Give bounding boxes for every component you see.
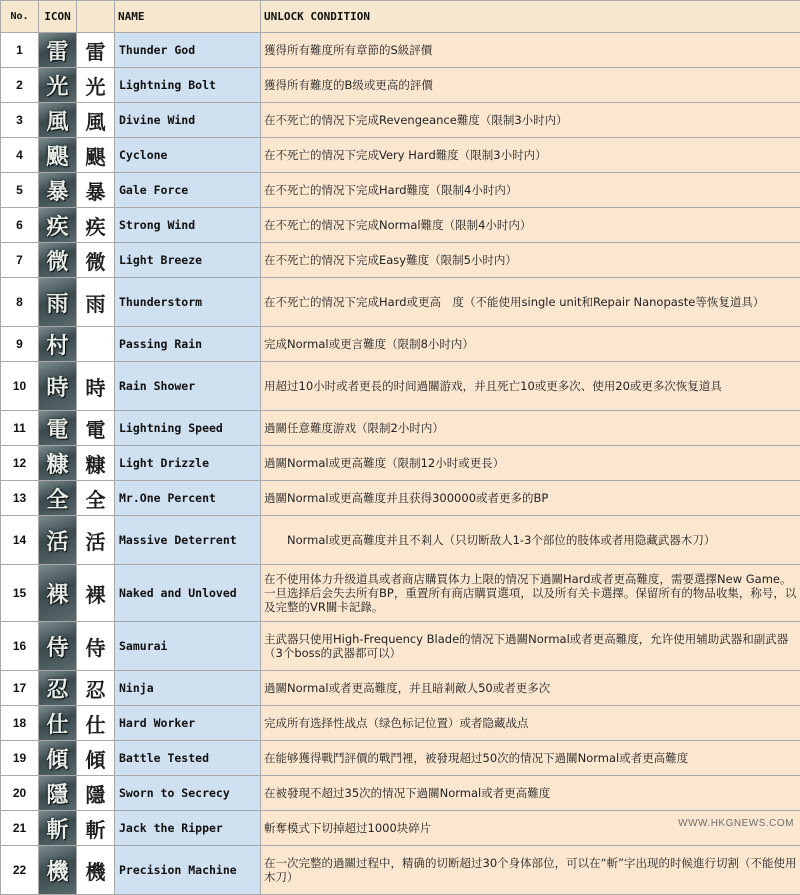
row-kanji: 疾 (77, 208, 115, 243)
row-condition: 用超过10小时或者更長的时间過關游戏，并且死亡10或更多次、使用20或更多次恢复道具 (261, 362, 800, 411)
row-number: 14 (1, 516, 39, 565)
row-kanji: 雨 (77, 278, 115, 327)
kanji-badge-icon: 傾 (46, 743, 68, 774)
row-condition: 過關Normal或更高難度并且获得300000或者更多的BP (261, 481, 800, 516)
row-kanji: 暴 (77, 173, 115, 208)
kanji-badge-icon: 疾 (46, 210, 68, 241)
row-name: Samurai (115, 622, 261, 671)
row-condition: 在被發現不超过35次的情况下過關Normal或者更高難度 (261, 776, 800, 811)
row-name: Mr.One Percent (115, 481, 261, 516)
title-icon (39, 362, 77, 411)
table-row (1, 481, 800, 516)
header-condition: UNLOCK CONDITION (261, 1, 800, 33)
row-name: Thunderstorm (115, 278, 261, 327)
title-icon (39, 278, 77, 327)
kanji-badge-icon: 電 (46, 413, 68, 444)
row-kanji: 仕 (77, 706, 115, 741)
row-number: 9 (1, 327, 39, 362)
row-name: Thunder God (115, 33, 261, 68)
row-number: 12 (1, 446, 39, 481)
row-condition: 在能够獲得戰鬥評價的戰鬥裡，被發現超过50次的情况下過關Normal或者更高難度 (261, 741, 800, 776)
row-name: Cyclone (115, 138, 261, 173)
title-icon (39, 411, 77, 446)
kanji-badge-icon: 颶 (46, 140, 68, 171)
row-name: Divine Wind (115, 103, 261, 138)
table-row (1, 33, 800, 68)
table-row (1, 516, 800, 565)
row-condition: 在一次完整的過關过程中，精确的切断超过30个身体部位，可以在“斬”字出现的时候進行切割（不能使用木刀） (261, 846, 800, 895)
row-name: Jack the Ripper (115, 811, 261, 846)
row-kanji: 微 (77, 243, 115, 278)
row-name: Passing Rain (115, 327, 261, 362)
row-number: 3 (1, 103, 39, 138)
row-number: 19 (1, 741, 39, 776)
table-row (1, 68, 800, 103)
table-row (1, 411, 800, 446)
table-row (1, 446, 800, 481)
table-row (1, 846, 800, 895)
row-condition: 在不死亡的情况下完成Hard難度（限制4小时内） (261, 173, 800, 208)
row-name: Massive Deterrent (115, 516, 261, 565)
row-number: 6 (1, 208, 39, 243)
row-condition: 獲得所有難度所有章節的S級評價 (261, 33, 800, 68)
row-number: 21 (1, 811, 39, 846)
kanji-badge-icon: 機 (46, 855, 68, 886)
row-number: 15 (1, 565, 39, 622)
header-no: No. (1, 1, 39, 33)
kanji-badge-icon: 糠 (46, 448, 68, 479)
kanji-badge-icon: 暴 (46, 175, 68, 206)
row-name: Gale Force (115, 173, 261, 208)
row-name: Ninja (115, 671, 261, 706)
kanji-badge-icon: 裸 (46, 578, 68, 609)
row-condition: 在不死亡的情况下完成Hard或更高 度（不能使用single unit和Repair Nanopaste等恢复道具） (261, 278, 800, 327)
title-icon (39, 516, 77, 565)
kanji-badge-icon: 風 (46, 105, 68, 136)
row-kanji: 光 (77, 68, 115, 103)
row-number: 5 (1, 173, 39, 208)
row-condition: 完成Normal或更言難度（限制8小时内） (261, 327, 800, 362)
kanji-badge-icon: 活 (46, 525, 68, 556)
table-row (1, 103, 800, 138)
row-name: Light Breeze (115, 243, 261, 278)
title-icon (39, 622, 77, 671)
header-row (1, 1, 800, 33)
kanji-badge-icon: 光 (46, 70, 68, 101)
row-number: 22 (1, 846, 39, 895)
title-icon (39, 565, 77, 622)
title-icon (39, 446, 77, 481)
kanji-badge-icon: 時 (46, 371, 68, 402)
kanji-badge-icon: 忍 (46, 673, 68, 704)
row-kanji: 隱 (77, 776, 115, 811)
row-condition: Normal或更高難度并且不剎人（只切断敌人1-3个部位的肢体或者用隐藏武器木刀） (261, 516, 800, 565)
row-number: 16 (1, 622, 39, 671)
title-icon (39, 68, 77, 103)
row-name: Precision Machine (115, 846, 261, 895)
row-kanji: 糠 (77, 446, 115, 481)
title-icon (39, 138, 77, 173)
row-number: 18 (1, 706, 39, 741)
title-icon (39, 243, 77, 278)
row-condition: 過關Normal或者更高難度，并且暗剎敵人50或者更多次 (261, 671, 800, 706)
title-icon (39, 846, 77, 895)
row-name: Rain Shower (115, 362, 261, 411)
header-name: NAME (115, 1, 261, 33)
row-kanji: 颶 (77, 138, 115, 173)
row-name: Battle Tested (115, 741, 261, 776)
watermark: WWW.HKGNEWS.COM (678, 818, 794, 829)
row-number: 2 (1, 68, 39, 103)
row-name: Naked and Unloved (115, 565, 261, 622)
kanji-badge-icon: 斬 (46, 813, 68, 844)
row-number: 1 (1, 33, 39, 68)
row-condition: 在不死亡的情况下完成Normal難度（限制4小时内） (261, 208, 800, 243)
row-kanji: 斬 (77, 811, 115, 846)
row-name: Sworn to Secrecy (115, 776, 261, 811)
kanji-badge-icon: 微 (46, 245, 68, 276)
row-condition: 獲得所有難度的B级或更高的評價 (261, 68, 800, 103)
row-condition: 過關任意難度游戏（限制2小时内） (261, 411, 800, 446)
row-name: Hard Worker (115, 706, 261, 741)
row-name: Lightning Speed (115, 411, 261, 446)
title-icon (39, 811, 77, 846)
row-kanji: 忍 (77, 671, 115, 706)
row-number: 8 (1, 278, 39, 327)
table-row (1, 173, 800, 208)
row-kanji: 風 (77, 103, 115, 138)
title-icon (39, 481, 77, 516)
table-row (1, 671, 800, 706)
title-icon (39, 33, 77, 68)
row-kanji: 全 (77, 481, 115, 516)
row-kanji: 時 (77, 362, 115, 411)
header-icon: ICON (39, 1, 77, 33)
table-row (1, 706, 800, 741)
kanji-badge-icon: 侍 (46, 631, 68, 662)
table-row (1, 208, 800, 243)
table-row (1, 565, 800, 622)
row-kanji: 侍 (77, 622, 115, 671)
row-number: 11 (1, 411, 39, 446)
row-number: 13 (1, 481, 39, 516)
title-icon (39, 741, 77, 776)
kanji-badge-icon: 全 (46, 483, 68, 514)
header-kanji (77, 1, 115, 33)
table-row (1, 362, 800, 411)
row-kanji: 雷 (77, 33, 115, 68)
row-condition: 在不死亡的情况下完成Easy難度（限制5小时内） (261, 243, 800, 278)
title-icon (39, 103, 77, 138)
table-row (1, 243, 800, 278)
title-icon (39, 208, 77, 243)
kanji-badge-icon: 雷 (46, 35, 68, 66)
row-number: 17 (1, 671, 39, 706)
table-row (1, 138, 800, 173)
kanji-badge-icon: 隱 (46, 778, 68, 809)
row-condition: 斬奪模式下切掉超过1000块碎片 (261, 811, 800, 846)
row-condition: 在不死亡的情况下完成Very Hard難度（限制3小时内） (261, 138, 800, 173)
row-number: 10 (1, 362, 39, 411)
table-row (1, 622, 800, 671)
kanji-badge-icon: 仕 (46, 708, 68, 739)
row-kanji: 裸 (77, 565, 115, 622)
table-row (1, 278, 800, 327)
title-icon (39, 173, 77, 208)
kanji-badge-icon: 村 (46, 329, 68, 360)
title-icon (39, 706, 77, 741)
row-number: 20 (1, 776, 39, 811)
row-kanji: 傾 (77, 741, 115, 776)
row-condition: 主武器只使用High-Frequency Blade的情况下過關Normal或者更高難度，允许使用辅助武器和副武器（3个boss的武器都可以） (261, 622, 800, 671)
row-name: Light Drizzle (115, 446, 261, 481)
title-icon (39, 776, 77, 811)
row-kanji: 電 (77, 411, 115, 446)
title-icon (39, 327, 77, 362)
table-row (1, 327, 800, 362)
title-icon (39, 671, 77, 706)
row-number: 4 (1, 138, 39, 173)
table-row (1, 776, 800, 811)
row-name: Lightning Bolt (115, 68, 261, 103)
table-row (1, 741, 800, 776)
row-condition: 在不使用体力升级道具或者商店購買体力上限的情况下過關Hard或者更高難度，需要選擇New Game。一旦选择后会失去所有BP，重置所有商店購買選項，以及所有关卡選擇。保留所有的物品收集，称号，以及完整的VR關卡記錄。 (261, 565, 800, 622)
row-kanji: 活 (77, 516, 115, 565)
row-condition: 完成所有选择性战点（绿色标记位置）或者隐藏战点 (261, 706, 800, 741)
kanji-badge-icon: 雨 (46, 287, 68, 318)
row-kanji: 機 (77, 846, 115, 895)
row-kanji (77, 327, 115, 362)
row-condition: 在不死亡的情况下完成Revengeance難度（限制3小时内） (261, 103, 800, 138)
row-condition: 過關Normal或更高難度（限制12小时或更長） (261, 446, 800, 481)
row-number: 7 (1, 243, 39, 278)
row-name: Strong Wind (115, 208, 261, 243)
